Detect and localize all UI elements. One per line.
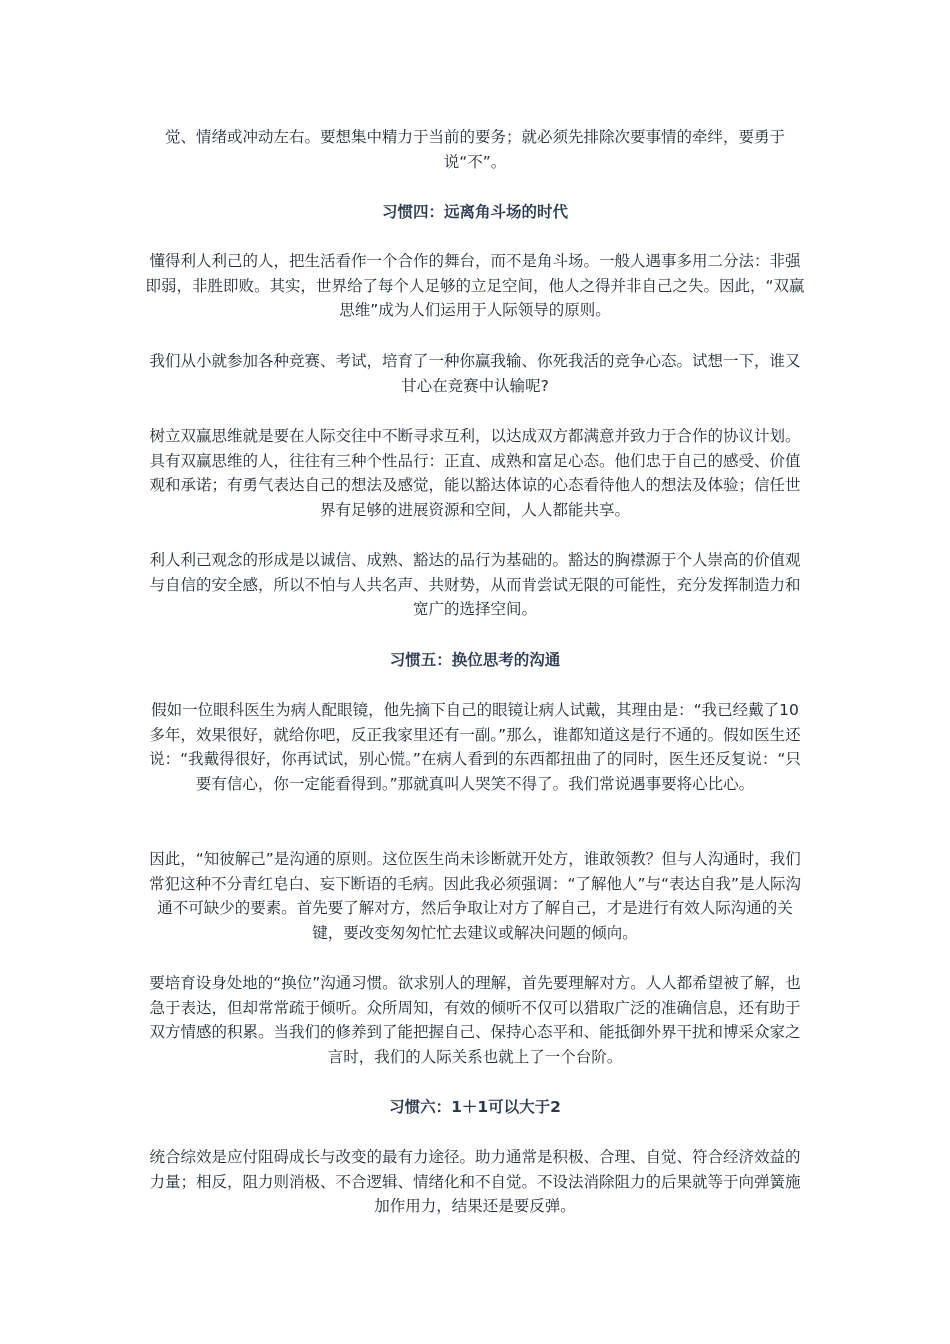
section-heading-habit-5: 习惯五：换位思考的沟通: [389, 651, 561, 669]
paragraph: [145, 698, 805, 796]
paragraph-continuation: [145, 125, 805, 174]
paragraph: [145, 424, 805, 522]
paragraph-text: 要培育设身处地的“换位”沟通习惯。欲求别人的理解，首先要理解对方。人人都希望被了解，也急于表达，但却常常疏于倾听。众所周知，有效的倾听不仅可以猎取广泛的准确信息，还有助于双方情感的积累。当我们的修养到了能把握自己、保持心态平和、能抵御外界干扰和博采众家之言时，我们的人际关系也就上了一个台阶。: [149, 974, 801, 1066]
paragraph-text: 统合综效是应付阻碍成长与改变的最有力途径。助力通常是积极、合理、自觉、符合经济效益的力量；相反，阻力则消极、不合逻辑、情绪化和不自觉。不设法消除阻力的后果就等于向弹簧施加作用力，结果还是要反弹。: [149, 1148, 801, 1216]
paragraph: [145, 548, 805, 622]
section-heading-habit-4: 习惯四：远离角斗场的时代: [381, 203, 568, 221]
paragraph-text: 因此，“知彼解己”是沟通的原则。这位医生尚未诊断就开处方，谁敢领教？但与人沟通时，我们常犯这种不分青红皂白、妄下断语的毛病。因此我必须强调：“了解他人”与“表达自我”是人际沟通不可缺少的要素。首先要了解对方，然后争取让对方了解自己，才是进行有效人际沟通的关键，要改变匆匆忙忙去建议或解决问题的倾向。: [148, 850, 802, 942]
paragraph: [145, 847, 805, 945]
paragraph-text: 利人利己观念的形成是以诚信、成熟、豁达的品行为基础的。豁达的胸襟源于个人崇高的价值观与自信的安全感，所以不怕与人共名声、共财势，从而肯尝试无限的可能性，充分发挥制造力和宽广的选择空间。: [149, 551, 801, 619]
paragraph: [145, 249, 805, 323]
paragraph: [145, 349, 805, 398]
paragraph-text: 懂得利人利己的人，把生活看作一个合作的舞台，而不是角斗场。一般人遇事多用二分法：非强即弱，非胜即败。其实，世界给了每个人足够的立足空间，他人之得并非自己之失。因此，“双赢思维”成为人们运用于人际领导的原则。: [145, 252, 805, 320]
paragraph: [145, 971, 805, 1069]
section-heading-habit-6: 习惯六：1＋1可以大于2: [389, 1098, 561, 1116]
paragraph-text: 树立双赢思维就是要在人际交往中不断寻求互利，以达成双方都满意并致力于合作的协议计划。具有双赢思维的人，往往有三种个性品行：正直、成熟和富足心态。他们忠于自己的感受、价值观和承诺；有勇气表达自己的想法及感觉，能以豁达体谅的心态看待他人的想法及体验；信任世界有足够的进展资源和空间，人人都能共享。: [149, 427, 801, 519]
paragraph-text: 觉、情绪或冲动左右。要想集中精力于当前的要务；就必须先排除次要事情的牵绊，要勇于说“不”。: [164, 128, 785, 171]
paragraph-text: 我们从小就参加各种竞赛、考试，培育了一种你赢我输、你死我活的竞争心态。试想一下，谁又甘心在竞赛中认输呢?: [149, 352, 801, 395]
paragraph-text: 假如一位眼科医生为病人配眼镜，他先摘下自己的眼镜让病人试戴，其理由是：“我已经戴了10多年，效果很好，就给你吧，反正我家里还有一副。”那么，谁都知道这是行不通的。假如医生还说：“我戴得很好，你再试试，别心慌。”在病人看到的东西都扭曲了的同时，医生还反复说：“只要有信心，你一定能看得到。”那就真叫人哭笑不得了。我们常说遇事要将心比心。: [149, 701, 801, 793]
paragraph: [145, 1145, 805, 1219]
